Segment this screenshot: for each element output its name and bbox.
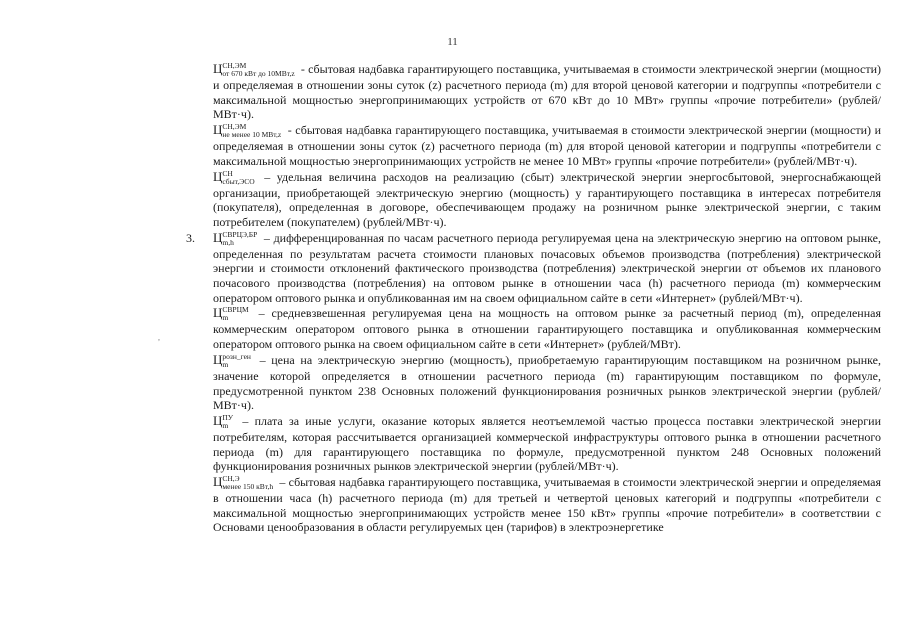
symbol-indices: [222, 414, 233, 430]
definition-paragraph: [213, 353, 881, 413]
symbol-indices: [222, 353, 251, 369]
definition-text: - сбытовая надбавка гарантирующего поставщика, учитываемая в стоимости электрической энергии (мощности) и определяемая в отношении зоны суток (z) расчетного периода (m) для второй ценовой категории и подгруппы «потребители с максимальной мощностью энергопринимающих устройств не менее 10 МВт» группы «прочие потребители» (рублей/МВт·ч).: [213, 123, 881, 168]
symbol-letter: Ц: [213, 305, 223, 321]
symbol-indices: [222, 231, 257, 247]
definition-paragraph: [186, 229, 881, 306]
price-symbol: [213, 170, 258, 184]
definition-text: – дифференцированная по часам расчетного периода регулируемая цена на электрическую энергию на оптовом рынке, определенная по результатам расчета стоимости плановых почасовых объемов производства (потребления) электрической энергии и стоимости отклонений фактического производства (потребления) электрической энергии от объемов их планового почасового производства (потребления) на оптовом рынке в отношении часа (h) расчетного периода (m) коммерческим оператором оптового рынка и опубликованная им на своем официальном сайте в сети «Интернет» (рублей/МВт·ч).: [213, 230, 881, 305]
definition-paragraph: [213, 475, 881, 535]
symbol-letter: Ц: [213, 168, 223, 184]
margin-mark: ,: [158, 333, 160, 342]
symbol-indices: [222, 306, 248, 322]
symbol-superscript: СН,Э: [222, 474, 240, 484]
definition-paragraph: [213, 414, 881, 474]
list-number: 3.: [186, 230, 195, 245]
symbol-subscript: m,h: [222, 237, 234, 247]
definition-text: – цена на электрическую энергию (мощность), приобретаемую гарантирующим поставщиком на розничном рынке, значение которой определяется в отношении расчетного периода (m) гарантирующим поставщиком по формуле, предусмотренной пунктом 238 Основных положений функционирования розничных рынков электрической энергии (рублей/МВт·ч).: [213, 352, 881, 413]
symbol-letter: Ц: [213, 412, 223, 428]
definition-text: – плата за иные услуги, оказание которых является неотъемлемой частью процесса поставки электрической энергии потребителям, которая рассчитывается организацией коммерческой инфраструктуры оптового рынка в отношении расчетного периода (m) для гарантирующего поставщика по формуле, предусмотренной пунктом 248 Основных положений функционирования розничных рынков электрической энергии (рублей/МВт·ч).: [213, 413, 881, 474]
definition-text: – удельная величина расходов на реализацию (сбыт) электрической энергии энергосбытовой, энергоснабжающей организации, приобретающей электрическую энергию (мощность) у гарантирующего поставщика в интересах потребителя (покупателя), определенная в договоре, обеспечивающем продажу на розничном рынке электрической энергии, с таким потребителем (покупателем) (рублей/МВт·ч).: [213, 169, 881, 229]
price-symbol: [213, 122, 284, 140]
symbol-superscript: ПУ: [222, 412, 234, 422]
symbol-subscript: m: [222, 420, 229, 430]
symbol-superscript: СН: [222, 168, 233, 178]
definition-text: – сбытовая надбавка гарантирующего поставщика, учитываемая в стоимости электрической энергии и определяемая в отношении часа (h) расчетного периода (m) для третьей и четвертой ценовых категорий и подгруппы «потребители с максимальной мощностью энергопринимающих устройств менее 150 кВт» группы «прочие потребители» в соответствии с Основами ценообразования в области регулируемых цен (тарифов) в электроэнергетике: [213, 475, 881, 535]
symbol-subscript: менее 150 кВт,h: [222, 482, 274, 492]
symbol-letter: Ц: [213, 351, 223, 367]
price-symbol: [213, 474, 276, 492]
symbol-letter: Ц: [213, 61, 223, 76]
price-symbol: [213, 62, 298, 76]
symbol-superscript: СВРЦМ: [222, 305, 249, 315]
symbol-subscript: не менее 10 МВт,z: [222, 130, 282, 140]
symbol-letter: Ц: [213, 122, 223, 138]
symbol-letter: Ц: [213, 474, 223, 490]
symbol-superscript: СН,ЭМ: [222, 122, 247, 132]
symbol-subscript: m: [222, 359, 229, 369]
symbol-subscript: от 670 кВт до 10МВт,z: [222, 69, 295, 78]
definition-paragraph: [213, 123, 881, 168]
symbol-indices: [222, 123, 281, 139]
symbol-indices: [222, 475, 273, 491]
definition-paragraph: [213, 170, 881, 230]
price-symbol: [213, 305, 252, 323]
price-symbol: [213, 414, 236, 428]
symbol-letter: Ц: [213, 229, 223, 245]
price-symbol: [213, 353, 254, 367]
document-body: [186, 61, 881, 536]
symbol-superscript: розн_ген: [222, 351, 251, 361]
symbol-superscript: СВРЦЭ,БР: [222, 229, 258, 239]
symbol-indices: [222, 62, 294, 78]
definition-text: - сбытовая надбавка гарантирующего поставщика, учитываемая в стоимости электрической энергии (мощности) и определяемая в отношении зоны суток (z) расчетного периода (m) для второй ценовой категории и подгруппы «потребители с максимальной мощностью энергопринимающих устройств от 670 кВт до 10 МВт» группы «прочие потребители» (рублей/МВт·ч).: [213, 62, 881, 122]
symbol-indices: [222, 170, 254, 186]
symbol-subscript: сбыт,ЭСО: [222, 176, 255, 186]
page-number: 11: [447, 36, 458, 48]
price-symbol: [213, 231, 260, 245]
definition-text: – средневзвешенная регулируемая цена на мощность на оптовом рынке за расчетный период (m), определенная коммерческим оператором оптового рынка в отношении гарантирующего поставщика и опубликованная коммерческим оператором оптового рынка на своем официальном сайте в сети «Интернет» (рублей/МВт).: [213, 306, 881, 352]
definition-paragraph: [213, 306, 881, 351]
symbol-subscript: m: [222, 313, 229, 323]
symbol-superscript: СН,ЭМ: [222, 61, 247, 70]
definition-paragraph: [213, 62, 881, 122]
